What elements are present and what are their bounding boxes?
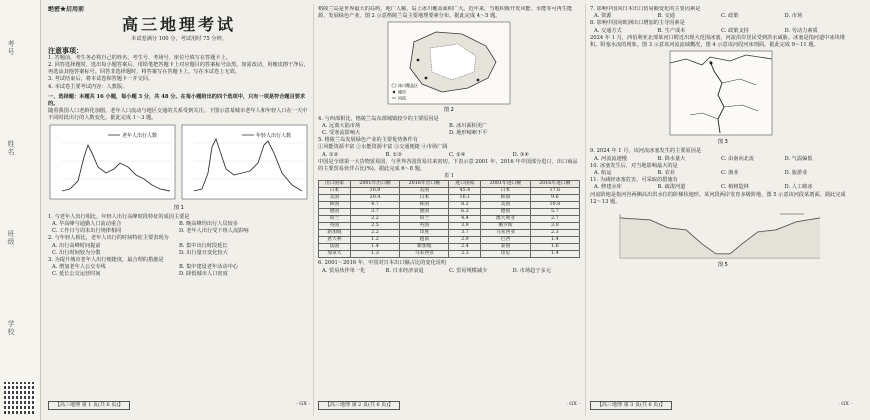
- option-a[interactable]: A. 资源: [594, 13, 612, 20]
- question-9: 9. 2024 年 1 月，该河流冰塞发生的主要原因是: [590, 148, 702, 155]
- exam-meta: 本试卷满分 100 分，考试用时 75 分钟。: [131, 36, 227, 43]
- option-a[interactable]: A. 增加老年人公交专线: [52, 264, 106, 271]
- margin-label-4: 学校: [7, 320, 15, 336]
- table-header-cell: 2001年出口额: [350, 181, 399, 188]
- option-b[interactable]: B. 农业: [657, 170, 675, 177]
- table-row: [319, 216, 580, 223]
- option-d[interactable]: D. ③④: [512, 151, 530, 158]
- question-1: 1. 与老年人出行相比，年轻人出行高峰时段特征的成因主要是: [48, 213, 190, 220]
- page-1: [48, 6, 310, 410]
- question-11: 11. 为减轻冰塞危害，可采取的措施有: [590, 177, 678, 184]
- table-cell: 2.7: [530, 216, 579, 223]
- passage: 随着我国人口老龄化加剧，老年人口流动与地区交通的关系受到关注。下图示意某城市老年人和年轻人口在一天中不同时段出行的人数变化。据此完成 1～3 题。: [48, 108, 308, 122]
- table-row: [319, 251, 580, 258]
- page-title: 高三地理考试: [121, 15, 236, 35]
- question-8: 8. 影响中国向欧洲出口增加的主导因素是: [590, 20, 685, 27]
- margin-label-1: 考号: [7, 40, 15, 56]
- margin-label-2: 姓名: [7, 140, 15, 156]
- question-5: 5. 格陵兰岛发展绿色产业的主要优势条件有: [318, 137, 418, 144]
- option-a[interactable]: A. 修建水库: [594, 184, 622, 191]
- option-a[interactable]: A. ①②: [322, 151, 339, 158]
- legend-ice: 冰川覆盖区: [398, 83, 418, 89]
- footer-page: 【高三地理 第 3 页(共 6 页)】: [590, 401, 672, 410]
- passage: 中国是全球第一大货物贸易国，与世界各国贸易往来密切。下表示意 2001 年、2016 年中国部分进口、出口商品的主要贸易伙伴占比(%)。据此完成 6～8 题。: [318, 158, 578, 173]
- table-cell: 3.9: [449, 223, 481, 230]
- option-b[interactable]: B. 生产成本: [657, 27, 686, 34]
- table-row: [319, 237, 580, 244]
- question-5-items: ①风能资源丰富 ②水能资源丰富 ③交通便捷 ④市场广阔: [318, 144, 448, 151]
- table-cell: 美国: [319, 195, 351, 202]
- table-cell: 2.2: [350, 216, 399, 223]
- table-header-cell: 2001年进口额: [481, 181, 530, 188]
- notice-item: 2. 回答选择题时，选出每小题答案后，用铅笔把答题卡上对应题目的答案标号涂黑。如需改动，用橡皮擦干净后，再选涂其他答案标号。回答非选择题时，将答案写在答题卡上。写在本试卷上无效。: [48, 62, 309, 76]
- table-cell: 2.9: [449, 237, 481, 244]
- table-cell: 3.7: [449, 230, 481, 237]
- option-b[interactable]: B. 疏浚河道: [657, 184, 686, 191]
- table-cell: 16.1: [449, 195, 481, 202]
- table-cell: 荷兰: [319, 216, 351, 223]
- legend-city: 城市: [398, 89, 406, 95]
- option-c[interactable]: C. 政策: [721, 13, 739, 20]
- table-row: [319, 209, 580, 216]
- page-footer: [590, 401, 852, 410]
- option-a[interactable]: A. 早高峰与通勤人口流动重合: [52, 221, 122, 228]
- table-cell: 韩国: [400, 202, 449, 209]
- table-header-cell: 进口国家: [449, 181, 481, 188]
- option-d[interactable]: D. 市场: [784, 13, 803, 20]
- table-row: [319, 188, 580, 195]
- option-d[interactable]: D. 旅游业: [784, 170, 808, 177]
- table-cell: 2.4: [449, 244, 481, 251]
- passage: 2024 年 1 月，西伯利亚北部某河口附近出现大范围冰塞，河流沿岸居民受到洪水威胁。冰塞是指河道中冰块堆积，阻塞水流的现象。图 3 示意该河流流域概况，图 4 示意该河段河床剖面。据此完成 9～11 题。: [590, 34, 845, 49]
- table-caption: 表 1: [443, 173, 455, 180]
- page-footer: [318, 401, 580, 410]
- option-b[interactable]: B. 集中建设老年活动中心: [179, 264, 238, 271]
- option-c[interactable]: C. 由南向北流: [721, 155, 755, 162]
- table-cell: 德国: [481, 209, 530, 216]
- table-cell: 1.3: [350, 251, 399, 258]
- page-3: [590, 6, 852, 410]
- table-row: [319, 244, 580, 251]
- table-cell: 3.0: [530, 223, 579, 230]
- page-2: [318, 6, 580, 410]
- figure-caption: 图 2: [444, 107, 454, 113]
- notice-item: 4. 本试卷主要考试内容：人教版。: [48, 83, 128, 90]
- option-b[interactable]: B. 冰川面积更广: [449, 122, 488, 129]
- table-cell: 45.4: [449, 188, 481, 195]
- table-header-cell: 2016年进口额: [530, 181, 579, 188]
- option-c[interactable]: C. 政策支持: [721, 27, 749, 34]
- legend-elderly: 老年人出行人数: [122, 132, 158, 139]
- table-cell: 印度: [400, 230, 449, 237]
- option-d[interactable]: D. 老年人出行受下班人流影响: [179, 228, 249, 235]
- notice-title: 注意事项：: [48, 45, 83, 55]
- table-cell: 韩国: [481, 195, 530, 202]
- figure-2-map: [318, 20, 580, 112]
- option-d[interactable]: D. 人工破冰: [784, 184, 813, 191]
- notice-item: 3. 考试结束后，将本试卷和答题卡一并交回。: [48, 76, 154, 83]
- option-b[interactable]: B. 降水量大: [657, 155, 686, 162]
- option-c[interactable]: C. ②④: [449, 151, 466, 158]
- option-a[interactable]: A. 贸易伙伴单一化: [322, 267, 366, 274]
- table-row: [319, 230, 580, 237]
- table-row: [319, 223, 580, 230]
- table-cell: 美国: [481, 202, 530, 209]
- table-cell: 荷兰: [400, 216, 449, 223]
- figure-caption: 图 1: [174, 204, 184, 211]
- table-cell: 4.4: [449, 216, 481, 223]
- table-cell: 印尼: [481, 251, 530, 258]
- page-footer: [48, 401, 310, 410]
- table-cell: 10.8: [530, 202, 579, 209]
- table-cell: 2.5: [350, 223, 399, 230]
- table-cell: 俄罗斯: [481, 223, 530, 230]
- question-10: 10. 冰塞发生后，对当地影响最大的是: [590, 162, 678, 169]
- option-b[interactable]: B. 集中出行时段延长: [179, 242, 228, 249]
- option-c[interactable]: C. 出行时间较为分散: [52, 249, 101, 256]
- option-d[interactable]: D. 气温偏低: [784, 155, 813, 162]
- option-a[interactable]: A. 交通方式: [594, 27, 622, 34]
- table-cell: 2.2: [350, 230, 399, 237]
- table-cell: 日本: [481, 188, 530, 195]
- table-cell: 1.4: [530, 251, 579, 258]
- table-cell: 韩国: [319, 202, 351, 209]
- option-b[interactable]: B. 日本经济衰退: [385, 267, 424, 274]
- figure-1: [48, 123, 310, 211]
- table-cell: 5.7: [530, 209, 579, 216]
- option-a[interactable]: A. 航运: [594, 170, 612, 177]
- table-cell: 新加坡: [319, 230, 351, 237]
- option-c[interactable]: C. 受寒流影响大: [322, 130, 361, 137]
- option-d[interactable]: D. 市场趋于多元: [512, 267, 551, 274]
- table-cell: 马来西亚: [400, 251, 449, 258]
- legend-river: 河流: [398, 95, 406, 101]
- passage: 格陵兰岛是世界最大的岛屿，地广人稀，岛上冰川覆盖面积广大。近年来，当地积极开发风能、水能等可再生能源，发展绿色产业。图 2 示意格陵兰岛主要地理要素分布。据此完成 4～5 题。: [318, 6, 573, 20]
- question-3: 3. 为提升城市老年人出行便捷度，最合理的措施是: [48, 257, 164, 264]
- option-d[interactable]: D. 劳动力素质: [784, 27, 818, 34]
- table-cell: 加拿大: [319, 251, 351, 258]
- footer-code: · GX ·: [566, 400, 580, 407]
- table-cell: 8.2: [449, 202, 481, 209]
- footer-page: 【高三地理 第 1 页(共 6 页)】: [48, 401, 130, 410]
- option-d[interactable]: D. 降低城市人口密度: [179, 271, 228, 278]
- table-cell: 2.3: [449, 251, 481, 258]
- option-a[interactable]: A. 远离大陆市场: [322, 122, 361, 129]
- table-cell: 澳大利亚: [481, 216, 530, 223]
- secret-mark: 绝密★启用前: [48, 6, 85, 13]
- table-cell: 巴西: [481, 237, 530, 244]
- option-b[interactable]: B. ①③: [385, 151, 402, 158]
- binding-margin: [0, 0, 41, 420]
- figure-3-map: [590, 49, 852, 145]
- table-cell: 美国: [400, 188, 449, 195]
- option-b[interactable]: B. 交通: [657, 13, 675, 20]
- table-cell: 法国: [319, 244, 351, 251]
- trade-table: [318, 180, 580, 258]
- option-a[interactable]: A. 出行高峰时间提前: [52, 242, 101, 249]
- footer-code: · GX ·: [838, 400, 852, 407]
- table-cell: 马来西亚: [481, 230, 530, 237]
- table-cell: 德国: [400, 209, 449, 216]
- option-c[interactable]: C. 植树造林: [721, 184, 749, 191]
- footer-code: · GX ·: [296, 400, 310, 407]
- figure-5-profile: [590, 206, 852, 268]
- table-cell: 越南: [400, 237, 449, 244]
- table-cell: 意大利: [319, 237, 351, 244]
- notice-item: 1. 答题前，考生务必将自己的姓名、考生号、考场号、座位号填写在答题卡上。: [48, 54, 231, 61]
- table-cell: 英国: [319, 223, 351, 230]
- footer-page: 【高三地理 第 2 页(共 6 页)】: [318, 401, 400, 410]
- table-cell: 2.3: [530, 230, 579, 237]
- table-cell: 1.4: [530, 237, 579, 244]
- legend-young: 年轻人出行人数: [256, 132, 292, 139]
- passage: 河流阶地是指河谷两侧高出洪水位的阶梯状地形。某河段两岸发育多级阶地，图 5 示意该河段某剖面。据此完成 12～13 题。: [590, 191, 846, 205]
- table-cell: 1.2: [350, 237, 399, 244]
- table-row: [319, 202, 580, 209]
- table-cell: 9.6: [530, 195, 579, 202]
- option-d[interactable]: D. 地形崎岖不平: [449, 130, 488, 137]
- table-header-cell: 2016年出口额: [400, 181, 449, 188]
- option-d[interactable]: D. 出行量日变化较大: [179, 249, 228, 256]
- table-cell: 6.3: [449, 209, 481, 216]
- table-cell: 4.7: [350, 202, 399, 209]
- table-cell: 3.7: [350, 209, 399, 216]
- option-a[interactable]: A. 河流流速慢: [594, 155, 627, 162]
- figure-caption: 图 3: [718, 139, 728, 146]
- question-6: 6. 2001～2016 年，中国对日本出口额占比的变化说明: [318, 260, 447, 267]
- table-cell: 德国: [319, 209, 351, 216]
- option-c[interactable]: C. 工作日与周末出行规律相同: [52, 228, 122, 235]
- question-4: 4. 与西部相比，格陵兰岛东部城镇较少的主要原因是: [318, 115, 439, 122]
- table-cell: 16.9: [350, 188, 399, 195]
- option-c[interactable]: C. 渔业: [721, 170, 739, 177]
- table-cell: 17.6: [530, 188, 579, 195]
- option-b[interactable]: B. 晚高峰均出行人员较多: [179, 221, 238, 228]
- option-c[interactable]: C. 贸易规模减少: [449, 267, 488, 274]
- table-cell: 1.6: [530, 244, 579, 251]
- question-2: 2. 与年轻人相比，老年人出行的时间特征主要表现为: [48, 235, 169, 242]
- table-cell: 英国: [400, 223, 449, 230]
- option-c[interactable]: C. 延长公交运营时间: [52, 271, 101, 278]
- margin-label-3: 班级: [7, 230, 15, 246]
- table-cell: 1.4: [350, 244, 399, 251]
- figure-caption: 图 5: [718, 262, 728, 269]
- table-header-cell: 出口国家: [319, 181, 351, 188]
- table-cell: 日本: [319, 188, 351, 195]
- table-cell: 20.4: [350, 195, 399, 202]
- table-row: [319, 195, 580, 202]
- table-cell: 新加坡: [400, 244, 449, 251]
- table-cell: 日本: [400, 195, 449, 202]
- table-cell: 泰国: [481, 244, 530, 251]
- question-7: 7. 影响中国向日本出口贸易额变化的主要因素是: [590, 6, 701, 12]
- section-heading: 一、选择题：本题共 16 小题，每小题 3 分，共 48 分。在每小题给出的四个选项中，只有一项是符合题目要求的。: [48, 93, 306, 108]
